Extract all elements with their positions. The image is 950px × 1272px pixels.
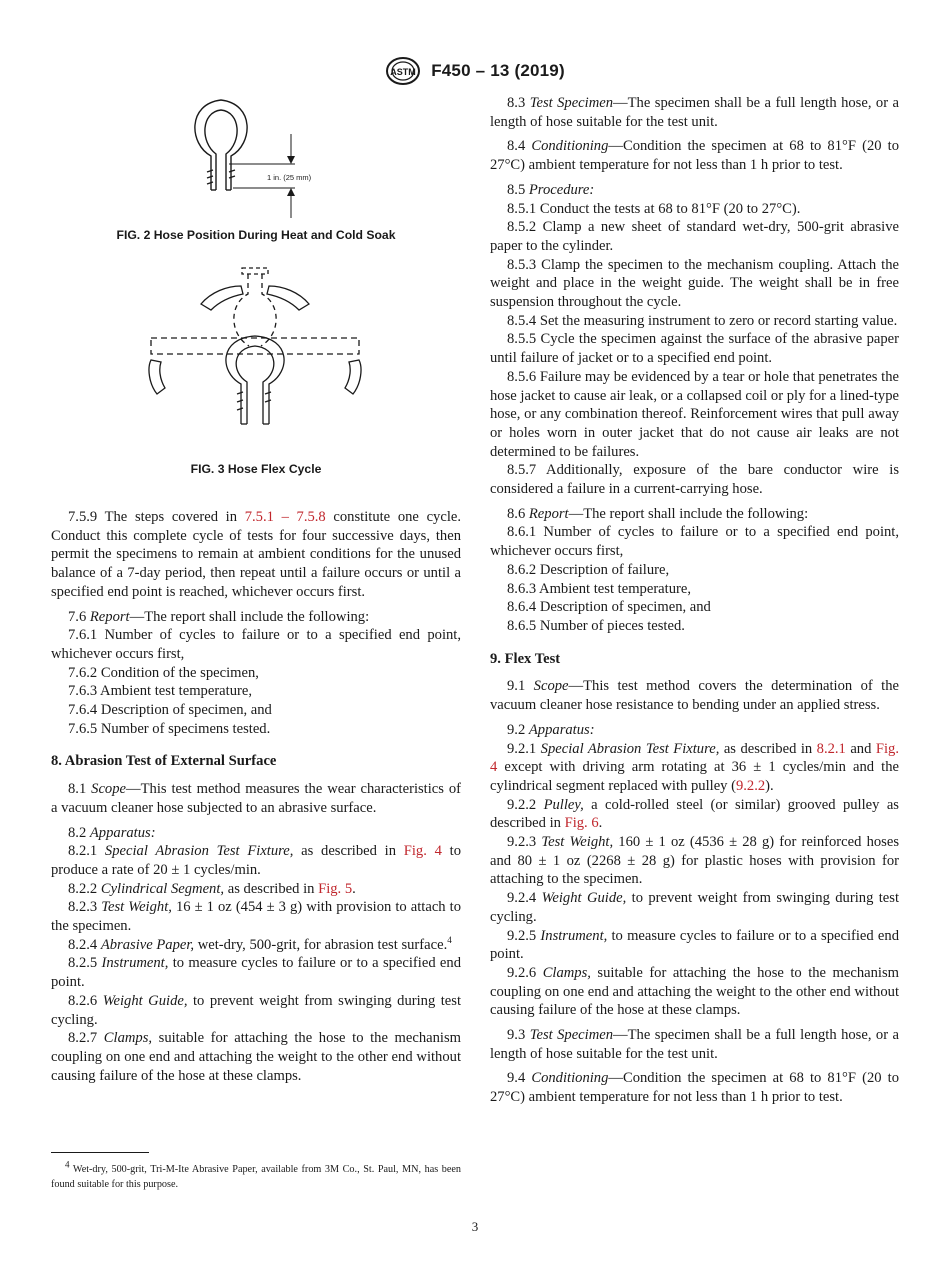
paragraph-8-6-2: 8.6.2 Description of failure, — [507, 561, 670, 578]
paragraph-8-6-5: 8.6.5 Number of pieces tested. — [507, 617, 685, 634]
paragraph-8-2-3: 8.2.3 Test Weight, 16 ± 1 oz (454 ± 3 g) with provision to attach to the specimen. — [51, 899, 462, 935]
paragraph-7-6-2: 7.6.2 Condition of the specimen, — [68, 664, 259, 681]
paragraph-8-5-6: 8.5.6 Failure may be evidenced by a tear or hole that penetrates the hose jacket to cause air leak, or a collapsed coil or ply for a lined-type hose, or any combination thereof. Reinforcement wires that pull away or holes worn in outer jacket that do not cause air leaks are not determined to be failures. — [490, 368, 899, 460]
section-link[interactable]: 9.2.2 — [735, 777, 766, 794]
paragraph-9-4: 9.4 Conditioning—Condition the specimen at 68 to 81°F (20 to 27°C) ambient temperature for not less than 1 h prior to test. — [490, 1070, 900, 1106]
left-column — [51, 94, 461, 1085]
paragraph-9-2-5: 9.2.5 Instrument, to measure cycles to failure or to a specified end point. — [490, 927, 899, 963]
paragraph-9-2-4: 9.2.4 Weight Guide, to prevent weight from swinging during test cycling. — [490, 890, 900, 925]
figure-2-caption: FIG. 2 Hose Position During Heat and Cold Soak — [116, 228, 396, 242]
paragraph-8-5-3: 8.5.3 Clamp the specimen to the mechanism coupling. Attach the weight and place in the weight guide. The weight shall be in free suspension throughout the cycle. — [490, 256, 899, 311]
page-number: 3 — [471, 1219, 479, 1234]
section-9-heading: 9. Flex Test — [490, 650, 561, 667]
footnote-marker[interactable]: 4 — [447, 934, 452, 945]
paragraph-8-6-3: 8.6.3 Ambient test temperature, — [507, 580, 691, 597]
paragraph-9-1: 9.1 Scope—This test method covers the determination of the vacuum cleaner hose resistance to bending under an applied stress. — [490, 678, 900, 714]
paragraph-8-6: 8.6 Report—The report shall include the following: — [507, 505, 809, 522]
paragraph-7-6-5: 7.6.5 Number of specimens tested. — [68, 720, 271, 737]
paragraph-8-2-4: 8.2.4 Abrasive Paper, wet-dry, 500-grit, for abrasion test surface.$^4$ — [68, 934, 452, 953]
section-link[interactable]: 7.5.1 – 7.5.8 — [244, 509, 326, 525]
paragraph-8-5-4: 8.5.4 Set the measuring instrument to zero or record starting value. — [507, 312, 898, 329]
document-title: F450 – 13 (2019) — [431, 61, 565, 80]
section-link[interactable]: 8.2.1 — [816, 740, 846, 757]
astm-logo-icon — [385, 56, 421, 86]
paragraph-7-6: 7.6 Report—The report shall include the following: — [68, 608, 370, 625]
hose-flex-diagram — [51, 264, 461, 456]
hose-soak-diagram — [51, 94, 461, 220]
figure-3 — [51, 264, 461, 478]
paragraph-9-2-1: 9.2.1 Special Abrasion Test Fixture, as described in 8.2.1 and Fig. 4 except with driving arm rotating at 36 ± 1 cycles/min and the cylindrical segment replaced with pulley (9.2.2). — [490, 740, 899, 794]
dimension-label: 1 in. (25 mm) — [267, 173, 312, 182]
paragraph-7-5-9: 7.5.9 The steps covered in 7.5.1 – 7.5.8 constitute one cycle. Conduct this complete cycle of tests for four successive days, then permit the specimens to remain at ambient conditions for the unused balance of a 7-day period, then repeat until a failure occurs or until a specified end point is reached, whichever occurs first. — [51, 509, 462, 600]
paragraph-9-2: 9.2 Apparatus: — [507, 721, 595, 738]
paragraph-8-5-7: 8.5.7 Additionally, exposure of the bare conductor wire is considered a failure in a current-carrying hose. — [490, 462, 899, 498]
paragraph-7-6-4: 7.6.4 Description of specimen, and — [68, 702, 272, 719]
paragraph-8-5-2: 8.5.2 Clamp a new sheet of standard wet-dry, 500-grit abrasive paper to the cylinder. — [490, 219, 899, 254]
page-header — [0, 56, 950, 86]
paragraph-9-3: 9.3 Test Specimen—The specimen shall be a full length hose, or a length of hose suitable for the test unit. — [490, 1027, 900, 1062]
paragraph-9-2-6: 9.2.6 Clamps, suitable for attaching the hose to the mechanism coupling on one end and attaching the weight to the other end without causing failure of the hose at these clamps. — [490, 964, 899, 1019]
paragraph-7-6-3: 7.6.3 Ambient test temperature, — [68, 683, 252, 700]
paragraph-9-2-3: 9.2.3 Test Weight, 160 ± 1 oz (4536 ± 28 g) for reinforced hoses and 80 ± 1 oz (2268 ± 28 g) for plastic hoses with provision for attaching to the specimen. — [490, 834, 899, 888]
figure-link[interactable]: Fig. 5 — [318, 880, 353, 897]
paragraph-8-1: 8.1 Scope—This test method measures the wear characteristics of a vacuum cleaner hose subjected to an abrasive surface. — [51, 781, 462, 816]
paragraph-8-4: 8.4 Conditioning—Condition the specimen at 68 to 81°F (20 to 27°C) ambient temperature for not less than 1 h prior to test. — [490, 138, 900, 174]
paragraph-9-2-2: 9.2.2 Pulley, a cold-rolled steel (or similar) grooved pulley as described in Fig. 6. — [490, 796, 899, 832]
paragraph-8-3: 8.3 Test Specimen—The specimen shall be a full length hose, or a length of hose suitable for the test unit. — [490, 95, 900, 130]
paragraph-7-6-1: 7.6.1 Number of cycles to failure or to a specified end point, whichever occurs first, — [51, 627, 461, 662]
footnote: $^4$ Wet-dry, 500-grit, Tri-M-Ite Abrasive Paper, available from 3M Co., St. Paul, MN, has been found suitable for this purpose. — [51, 1159, 461, 1190]
paragraph-8-5-1: 8.5.1 Conduct the tests at 68 to 81°F (20 to 27°C). — [507, 200, 801, 217]
logo-text: ASTM — [390, 67, 416, 77]
paragraph-8-2-6: 8.2.6 Weight Guide, to prevent weight from swinging during test cycling. — [51, 992, 462, 1028]
paragraph-8-5: 8.5 Procedure: — [507, 181, 595, 198]
section-8-heading: 8. Abrasion Test of External Surface — [51, 753, 277, 770]
paragraph-8-2: 8.2 Apparatus: — [68, 824, 156, 841]
figure-3-caption: FIG. 3 Hose Flex Cycle — [190, 462, 322, 476]
figure-link[interactable]: Fig. 6 — [564, 815, 599, 832]
paragraph-8-2-5: 8.2.5 Instrument, to measure cycles to failure or to a specified end point. — [51, 955, 461, 991]
paragraph-8-2-7: 8.2.7 Clamps, suitable for attaching the hose to the mechanism coupling on one end and attaching the weight to the other end without causing failure of the hose at these clamps. — [51, 1030, 461, 1084]
right-column — [490, 94, 899, 1107]
footnote-divider — [51, 1152, 149, 1153]
figure-link[interactable]: Fig. 4 — [490, 740, 899, 776]
paragraph-8-6-1: 8.6.1 Number of cycles to failure or to a specified end point, whichever occurs first, — [490, 524, 899, 560]
paragraph-8-2-1: 8.2.1 Special Abrasion Test Fixture, as described in Fig. 4 to produce a rate of 20 ± 1 cycles/min. — [51, 843, 462, 878]
paragraph-8-6-4: 8.6.4 Description of specimen, and — [507, 599, 711, 616]
figure-2 — [51, 94, 461, 244]
paragraph-8-5-5: 8.5.5 Cycle the specimen against the surface of the abrasive paper until failure of jacket or to a specified end point. — [490, 331, 899, 367]
paragraph-8-2-2: 8.2.2 Cylindrical Segment, as described in Fig. 5. — [68, 880, 356, 897]
figure-link[interactable]: Fig. 4 — [403, 843, 442, 860]
